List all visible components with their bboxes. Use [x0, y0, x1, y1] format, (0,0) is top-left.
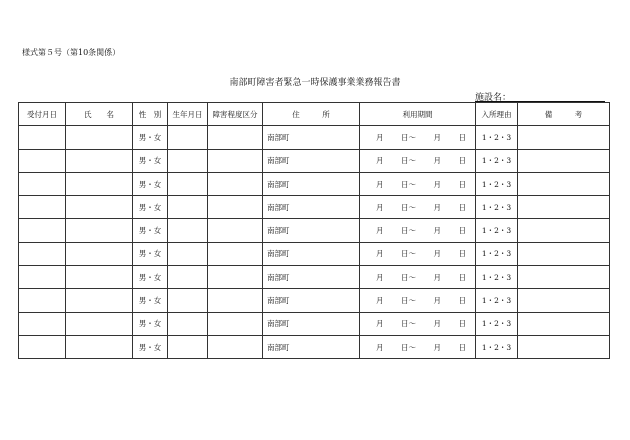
document-title: 南部町障害者緊急一時保護事業業務報告書	[229, 78, 401, 88]
period-start-month: 月	[376, 319, 384, 329]
period-end-month: 月	[433, 342, 441, 352]
col-header-address: 住 所	[263, 103, 360, 126]
admission-reason-cell[interactable]: 1・2・3	[476, 266, 518, 289]
birthdate-cell[interactable]	[168, 335, 208, 358]
usage-period-cell[interactable]	[360, 242, 476, 265]
reception-date-cell[interactable]	[19, 289, 66, 312]
period-start-day: 日～	[401, 272, 416, 282]
gender-cell[interactable]: 男・女	[133, 196, 168, 219]
birthdate-cell[interactable]	[168, 219, 208, 242]
period-end-month: 月	[433, 132, 441, 142]
disability-level-cell[interactable]	[208, 172, 263, 195]
col-header-birthdate: 生年月日	[168, 103, 208, 126]
period-end-day: 日	[458, 202, 466, 212]
period-end-month: 月	[433, 156, 441, 166]
remarks-cell[interactable]	[518, 289, 610, 312]
name-cell[interactable]	[66, 289, 133, 312]
usage-period-cell[interactable]	[360, 126, 476, 149]
remarks-cell[interactable]	[518, 126, 610, 149]
reception-date-cell[interactable]	[19, 172, 66, 195]
period-end-day: 日	[458, 319, 466, 329]
period-end-day: 日	[458, 156, 466, 166]
name-cell[interactable]	[66, 126, 133, 149]
reception-date-cell[interactable]	[19, 242, 66, 265]
admission-reason-cell[interactable]: 1・2・3	[476, 242, 518, 265]
birthdate-cell[interactable]	[168, 172, 208, 195]
birthdate-cell[interactable]	[168, 312, 208, 335]
table-row	[19, 289, 610, 312]
address-cell[interactable]: 南部町	[263, 149, 360, 172]
period-end-day: 日	[458, 132, 466, 142]
gender-cell[interactable]: 男・女	[133, 172, 168, 195]
col-header-usage-period: 利用期間	[360, 103, 476, 126]
admission-reason-cell[interactable]: 1・2・3	[476, 312, 518, 335]
admission-reason-cell[interactable]: 1・2・3	[476, 126, 518, 149]
period-start-month: 月	[376, 296, 384, 306]
table-row	[19, 126, 610, 149]
name-cell[interactable]	[66, 312, 133, 335]
address-cell[interactable]: 南部町	[263, 289, 360, 312]
period-end-month: 月	[433, 319, 441, 329]
address-cell[interactable]: 南部町	[263, 219, 360, 242]
table-row	[19, 196, 610, 219]
name-cell[interactable]	[66, 242, 133, 265]
name-cell[interactable]	[66, 196, 133, 219]
usage-period-cell[interactable]	[360, 149, 476, 172]
birthdate-cell[interactable]	[168, 196, 208, 219]
address-cell[interactable]: 南部町	[263, 196, 360, 219]
gender-cell[interactable]: 男・女	[133, 289, 168, 312]
address-cell[interactable]: 南部町	[263, 242, 360, 265]
facility-label: 施設名：	[475, 93, 512, 103]
col-header-admission-reason: 入所理由	[476, 103, 518, 126]
gender-cell[interactable]: 男・女	[133, 312, 168, 335]
birthdate-cell[interactable]	[168, 242, 208, 265]
period-end-month: 月	[433, 296, 441, 306]
period-start-month: 月	[376, 226, 384, 236]
name-cell[interactable]	[66, 172, 133, 195]
table-row	[19, 149, 610, 172]
gender-cell[interactable]: 男・女	[133, 126, 168, 149]
disability-level-cell[interactable]	[208, 289, 263, 312]
disability-level-cell[interactable]	[208, 266, 263, 289]
admission-reason-cell[interactable]: 1・2・3	[476, 149, 518, 172]
period-start-month: 月	[376, 272, 384, 282]
period-end-month: 月	[433, 249, 441, 259]
period-end-month: 月	[433, 272, 441, 282]
col-header-disability-level: 障害程度区分	[208, 103, 263, 126]
usage-period-cell[interactable]	[360, 172, 476, 195]
table-row	[19, 312, 610, 335]
admission-reason-cell[interactable]: 1・2・3	[476, 335, 518, 358]
col-header-name: 氏 名	[66, 103, 133, 126]
usage-period-cell[interactable]	[360, 219, 476, 242]
header-row	[19, 103, 610, 126]
table-row	[19, 266, 610, 289]
remarks-cell[interactable]	[518, 335, 610, 358]
name-cell[interactable]	[66, 219, 133, 242]
period-end-day: 日	[458, 179, 466, 189]
reception-date-cell[interactable]	[19, 312, 66, 335]
gender-cell[interactable]: 男・女	[133, 242, 168, 265]
period-end-day: 日	[458, 272, 466, 282]
reception-date-cell[interactable]	[19, 219, 66, 242]
disability-level-cell[interactable]	[208, 196, 263, 219]
reception-date-cell[interactable]	[19, 335, 66, 358]
remarks-cell[interactable]	[518, 219, 610, 242]
disability-level-cell[interactable]	[208, 149, 263, 172]
admission-reason-cell[interactable]: 1・2・3	[476, 289, 518, 312]
disability-level-cell[interactable]	[208, 126, 263, 149]
period-start-month: 月	[376, 156, 384, 166]
period-start-day: 日～	[401, 202, 416, 212]
period-start-day: 日～	[401, 249, 416, 259]
period-end-month: 月	[433, 179, 441, 189]
period-start-day: 日～	[401, 226, 416, 236]
period-start-day: 日～	[401, 296, 416, 306]
remarks-cell[interactable]	[518, 172, 610, 195]
usage-period-cell[interactable]	[360, 335, 476, 358]
table-row	[19, 242, 610, 265]
gender-cell[interactable]: 男・女	[133, 335, 168, 358]
period-end-day: 日	[458, 296, 466, 306]
birthdate-cell[interactable]	[168, 149, 208, 172]
remarks-cell[interactable]	[518, 149, 610, 172]
table-row	[19, 335, 610, 358]
period-start-month: 月	[376, 179, 384, 189]
gender-cell[interactable]: 男・女	[133, 149, 168, 172]
name-cell[interactable]	[66, 335, 133, 358]
period-start-month: 月	[376, 249, 384, 259]
gender-cell[interactable]: 男・女	[133, 219, 168, 242]
disability-level-cell[interactable]	[208, 335, 263, 358]
gender-cell[interactable]: 男・女	[133, 266, 168, 289]
usage-period-cell[interactable]	[360, 312, 476, 335]
birthdate-cell[interactable]	[168, 126, 208, 149]
name-cell[interactable]	[66, 149, 133, 172]
col-header-gender: 性 別	[133, 103, 168, 126]
remarks-cell[interactable]	[518, 266, 610, 289]
address-cell[interactable]: 南部町	[263, 126, 360, 149]
reception-date-cell[interactable]	[19, 126, 66, 149]
disability-level-cell[interactable]	[208, 219, 263, 242]
address-cell[interactable]: 南部町	[263, 172, 360, 195]
admission-reason-cell[interactable]: 1・2・3	[476, 196, 518, 219]
facility-name-field[interactable]	[475, 90, 605, 102]
period-end-month: 月	[433, 202, 441, 212]
period-start-day: 日～	[401, 132, 416, 142]
disability-level-cell[interactable]	[208, 312, 263, 335]
period-start-day: 日～	[401, 156, 416, 166]
address-cell[interactable]: 南部町	[263, 266, 360, 289]
col-header-reception-date: 受付月日	[19, 103, 66, 126]
remarks-cell[interactable]	[518, 196, 610, 219]
period-start-month: 月	[376, 202, 384, 212]
report-table	[18, 102, 610, 359]
table-row	[19, 172, 610, 195]
remarks-cell[interactable]	[518, 242, 610, 265]
remarks-cell[interactable]	[518, 312, 610, 335]
usage-period-cell[interactable]	[360, 196, 476, 219]
reception-date-cell[interactable]	[19, 266, 66, 289]
address-cell[interactable]: 南部町	[263, 335, 360, 358]
usage-period-cell[interactable]	[360, 289, 476, 312]
usage-period-cell[interactable]	[360, 266, 476, 289]
period-start-day: 日～	[401, 179, 416, 189]
period-start-month: 月	[376, 342, 384, 352]
disability-level-cell[interactable]	[208, 242, 263, 265]
birthdate-cell[interactable]	[168, 289, 208, 312]
reception-date-cell[interactable]	[19, 149, 66, 172]
period-end-month: 月	[433, 226, 441, 236]
period-start-day: 日～	[401, 319, 416, 329]
table-row	[19, 219, 610, 242]
period-start-month: 月	[376, 132, 384, 142]
period-end-day: 日	[458, 342, 466, 352]
admission-reason-cell[interactable]: 1・2・3	[476, 172, 518, 195]
period-end-day: 日	[458, 226, 466, 236]
name-cell[interactable]	[66, 266, 133, 289]
birthdate-cell[interactable]	[168, 266, 208, 289]
address-cell[interactable]: 南部町	[263, 312, 360, 335]
period-end-day: 日	[458, 249, 466, 259]
reception-date-cell[interactable]	[19, 196, 66, 219]
period-start-day: 日～	[401, 342, 416, 352]
col-header-remarks: 備 考	[518, 103, 610, 126]
form-number: 様式第５号（第10条関係）	[22, 48, 121, 57]
admission-reason-cell[interactable]: 1・2・3	[476, 219, 518, 242]
